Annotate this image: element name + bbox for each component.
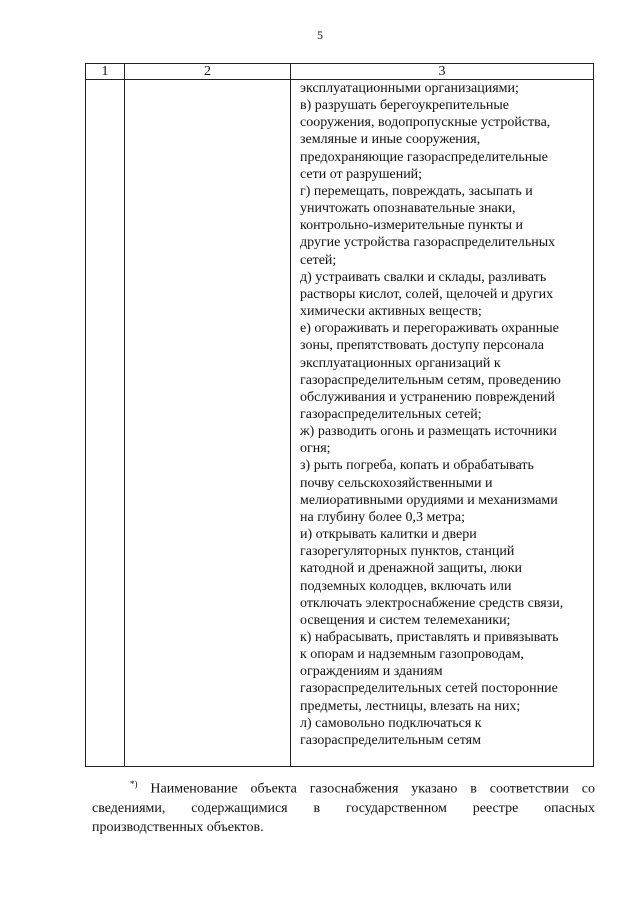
footnote-line-1 xyxy=(92,775,595,799)
list-item: газораспределительным сетям xyxy=(300,732,481,748)
list-item: л) самовольно подключаться к xyxy=(300,715,482,731)
list-item: к) набрасывать, приставлять и привязывать xyxy=(300,630,559,645)
document-table xyxy=(85,63,594,767)
list-item: зоны, препятствовать доступу персонала xyxy=(300,338,544,354)
table-header-col-2: 2 xyxy=(125,64,291,80)
list-item: д) устраивать свалки и склады, разливать xyxy=(300,269,547,285)
list-item: уничтожать опознавательные знаки, xyxy=(300,201,516,217)
list-item: предметы, лестницы, влезать на них; xyxy=(300,698,521,714)
list-item: контрольно-измерительные пункты и xyxy=(300,218,524,234)
list-item: отключать электроснабжение средств связи, xyxy=(300,595,564,611)
list-item: газораспределительных сетей посторонние xyxy=(300,681,558,697)
footnote xyxy=(92,775,595,837)
list-item: сети от разрушений; xyxy=(300,166,423,182)
footnote-line-2: сведениями, содержащимися в государственном реестре опасных xyxy=(92,800,595,816)
table-cell-col-2 xyxy=(125,80,291,767)
list-item: ж) разводить огонь и размещать источники xyxy=(300,424,557,440)
table-cell-col-1 xyxy=(86,80,125,767)
table-header-col-3: 3 xyxy=(291,64,594,80)
table-header-row xyxy=(86,64,594,80)
list-item: сооружения, водопропускные устройства, xyxy=(300,115,551,131)
list-item: ограждениям и зданиям xyxy=(300,664,443,680)
table-row xyxy=(86,80,594,767)
list-item: мелиоративными орудиями и механизмами xyxy=(300,492,558,508)
list-item: предохраняющие газораспределительные xyxy=(300,149,548,165)
table-header-col-1: 1 xyxy=(86,64,125,80)
list-item: газорегуляторных пунктов, станций xyxy=(300,544,515,560)
list-item: газораспределительным сетям, проведению xyxy=(300,372,561,388)
list-item: растворы кислот, солей, щелочей и других xyxy=(300,286,554,302)
list-item: почву сельскохозяйственными и xyxy=(300,475,493,491)
list-item: эксплуатационных организаций к xyxy=(300,355,501,371)
list-item: обслуживания и устранению повреждений xyxy=(300,389,556,405)
list-item: г) перемещать, повреждать, засыпать и xyxy=(300,183,533,199)
list-item: земляные и иные сооружения, xyxy=(300,132,481,148)
list-item: е) огораживать и перегораживать охранные xyxy=(300,321,559,337)
list-item: к опорам и надземным газопроводам, xyxy=(300,647,524,663)
footnote-line-1-text: Наименование объекта газоснабжения указано в соответствии со xyxy=(150,781,595,797)
footnote-line-3: производственных объектов. xyxy=(92,819,264,835)
list-item: и) открывать калитки и двери xyxy=(300,527,477,543)
list-item: освещения и систем телемеханики; xyxy=(300,612,511,628)
list-item: катодной и дренажной защиты, люки xyxy=(300,561,523,577)
page-number: 5 xyxy=(317,28,323,42)
table-cell-col-3 xyxy=(291,80,594,767)
restrictions-list xyxy=(291,80,593,766)
list-item: газораспределительных сетей; xyxy=(300,406,482,422)
list-item: химически активных веществ; xyxy=(300,304,482,320)
footnote-marker: *) xyxy=(130,779,138,789)
list-item: огня; xyxy=(300,441,331,457)
list-item: сетей; xyxy=(300,252,337,268)
list-item: подземных колодцев, включать или xyxy=(300,578,512,594)
list-item: з) рыть погреба, копать и обрабатывать xyxy=(300,458,534,474)
list-item: на глубину более 0,3 метра; xyxy=(300,509,465,525)
list-item: в) разрушать берегоукрепительные xyxy=(300,98,510,114)
list-item: другие устройства газораспределительных xyxy=(300,235,556,251)
list-item: эксплуатационными организациями; xyxy=(300,81,519,96)
